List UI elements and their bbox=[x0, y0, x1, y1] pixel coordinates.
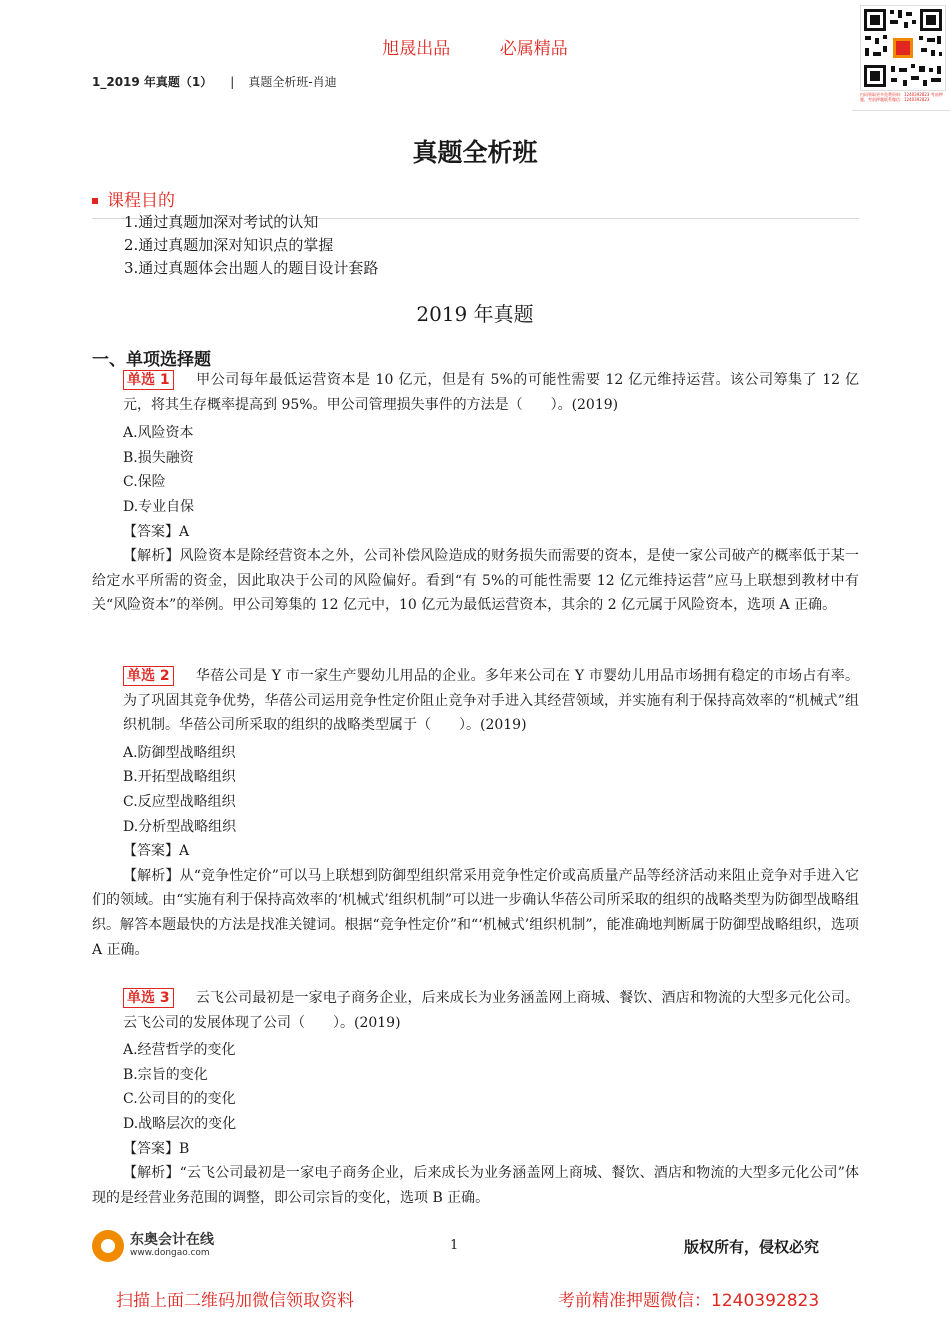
course-goals-heading bbox=[92, 186, 175, 211]
analysis-text: 【解析】“云飞公司最初是一家电子商务企业，后来成长为业务涵盖网上商城、餐饮、酒店和物流的大型多元化公司”体现的是经营业务范围的调整，即公司宗旨的变化，选项 B 正确。 bbox=[92, 1165, 859, 1206]
option-item: C.反应型战略组织 bbox=[123, 793, 236, 810]
question-stem: 云飞公司最初是一家电子商务企业，后来成长为业务涵盖网上商城、餐饮、酒店和物流的大型多元化公司。云飞公司的发展体现了公司（ ）。(2019) bbox=[123, 990, 859, 1031]
question-tag: 单选 1 bbox=[123, 370, 174, 390]
promo-right: 考前精准押题微信：1240392823 bbox=[558, 1291, 820, 1311]
option-item: D.战略层次的变化 bbox=[123, 1115, 237, 1132]
section-title: 一、单项选择题 bbox=[92, 350, 211, 370]
header-divider bbox=[852, 110, 950, 111]
slogan-left: 旭晟出品 bbox=[382, 39, 451, 59]
question-tag: 单选 2 bbox=[123, 666, 174, 686]
course-goals-label: 课程目的 bbox=[107, 191, 175, 211]
option-item: D.专业自保 bbox=[123, 498, 195, 515]
option-item: A.经营哲学的变化 bbox=[123, 1042, 236, 1059]
option-item: B.开拓型战略组织 bbox=[123, 769, 236, 786]
year-title: 2019 年真题 bbox=[416, 302, 534, 326]
goal-item: 1.通过真题加深对考试的认知 bbox=[124, 213, 319, 231]
option-item: A.风险资本 bbox=[123, 425, 194, 442]
question-stem: 甲公司每年最低运营资本是 10 亿元，但是有 5%的可能性需要 12 亿元维持运营。该公司筹集了 12 亿元，将其生存概率提高到 95%。甲公司管理损失事件的方法是（ ）。(2019) bbox=[123, 372, 859, 413]
option-item: B.损失融资 bbox=[123, 449, 194, 466]
option-item: A.防御型战略组织 bbox=[123, 744, 236, 761]
goal-item: 2.通过真题加深对知识点的掌握 bbox=[124, 236, 334, 254]
logo-mark-icon bbox=[92, 1230, 124, 1262]
question-block bbox=[92, 368, 859, 618]
question-stem: 华蓓公司是 Y 市一家生产婴幼儿用品的企业。多年来公司在 Y 市婴幼儿用品市场拥有稳定的市场占有率。为了巩固其竞争优势，华蓓公司运用竞争性定价阻止竞争对手进入其经营领域，并实施有利于保持高效率的“机械式”组织机制。华蓓公司所采取的组织的战略类型属于（ ）。(2019) bbox=[123, 668, 859, 734]
promo-left: 扫描上面二维码加微信领取资料 bbox=[116, 1291, 354, 1311]
header-slogan bbox=[0, 34, 950, 59]
copyright-notice: 版权所有，侵权必究 bbox=[684, 1238, 820, 1256]
option-item: B.宗旨的变化 bbox=[123, 1066, 208, 1083]
answer-line: 【答案】A bbox=[123, 523, 190, 540]
goal-item: 3.通过真题体会出题人的题目设计套路 bbox=[124, 259, 379, 277]
running-header bbox=[92, 73, 337, 90]
qr-note: 扫码领取更多免费资料：1240392823 考前押题，考前押题联系微信：1240392823 bbox=[860, 92, 943, 102]
answer-line: 【答案】B bbox=[123, 1140, 190, 1157]
doc-ref: 1_2019 年真题（1） bbox=[92, 75, 213, 89]
page-title: 真题全析班 bbox=[412, 138, 538, 167]
slogan-right: 必属精品 bbox=[499, 39, 568, 59]
analysis-text: 【解析】风险资本是除经营资本之外，公司补偿风险造成的财务损失而需要的资本，是使一家公司破产的概率低于某一给定水平所需的资金，因此取决于公司的风险偏好。看到“有 5%的可能性需要 12 亿元维持运营”应马上联想到教材中有关“风险资本”的举例。甲公司筹集的 12 亿元中，10 亿元为最低运营资本，其余的 2 亿元属于风险资本，选项 A 正确。 bbox=[92, 548, 859, 614]
bullet-icon bbox=[92, 198, 98, 204]
logo-name: 东奥会计在线 bbox=[130, 1232, 214, 1248]
question-tag: 单选 3 bbox=[123, 988, 174, 1008]
answer-line: 【答案】A bbox=[123, 843, 190, 860]
analysis-text: 【解析】从“竞争性定价”可以马上联想到防御型组织常采用竞争性定价或高质量产品等经济活动来阻止竞争对手进入它们的领域。由“实施有利于保持高效率的‘机械式’组织机制”可以进一步确认华蓓公司所采取的组织的战略类型为防御型战略组织。解答本题最快的方法是找准关键词。根据“竞争性定价”和“‘机械式’组织机制”，能准确地判断属于防御型战略组织，选项 A 正确。 bbox=[92, 867, 859, 958]
option-item: C.公司目的的变化 bbox=[123, 1091, 236, 1108]
question-block bbox=[92, 664, 859, 962]
qr-code[interactable] bbox=[860, 5, 946, 91]
header-separator: | bbox=[230, 75, 235, 89]
logo-url: www.dongao.com bbox=[130, 1248, 210, 1258]
question-block bbox=[92, 986, 859, 1210]
dongao-logo[interactable] bbox=[92, 1228, 262, 1264]
course-teacher: 真题全析班-肖迪 bbox=[248, 75, 337, 89]
option-item: C.保险 bbox=[123, 474, 166, 491]
option-item: D.分析型战略组织 bbox=[123, 818, 237, 835]
page-number: 1 bbox=[450, 1238, 459, 1253]
